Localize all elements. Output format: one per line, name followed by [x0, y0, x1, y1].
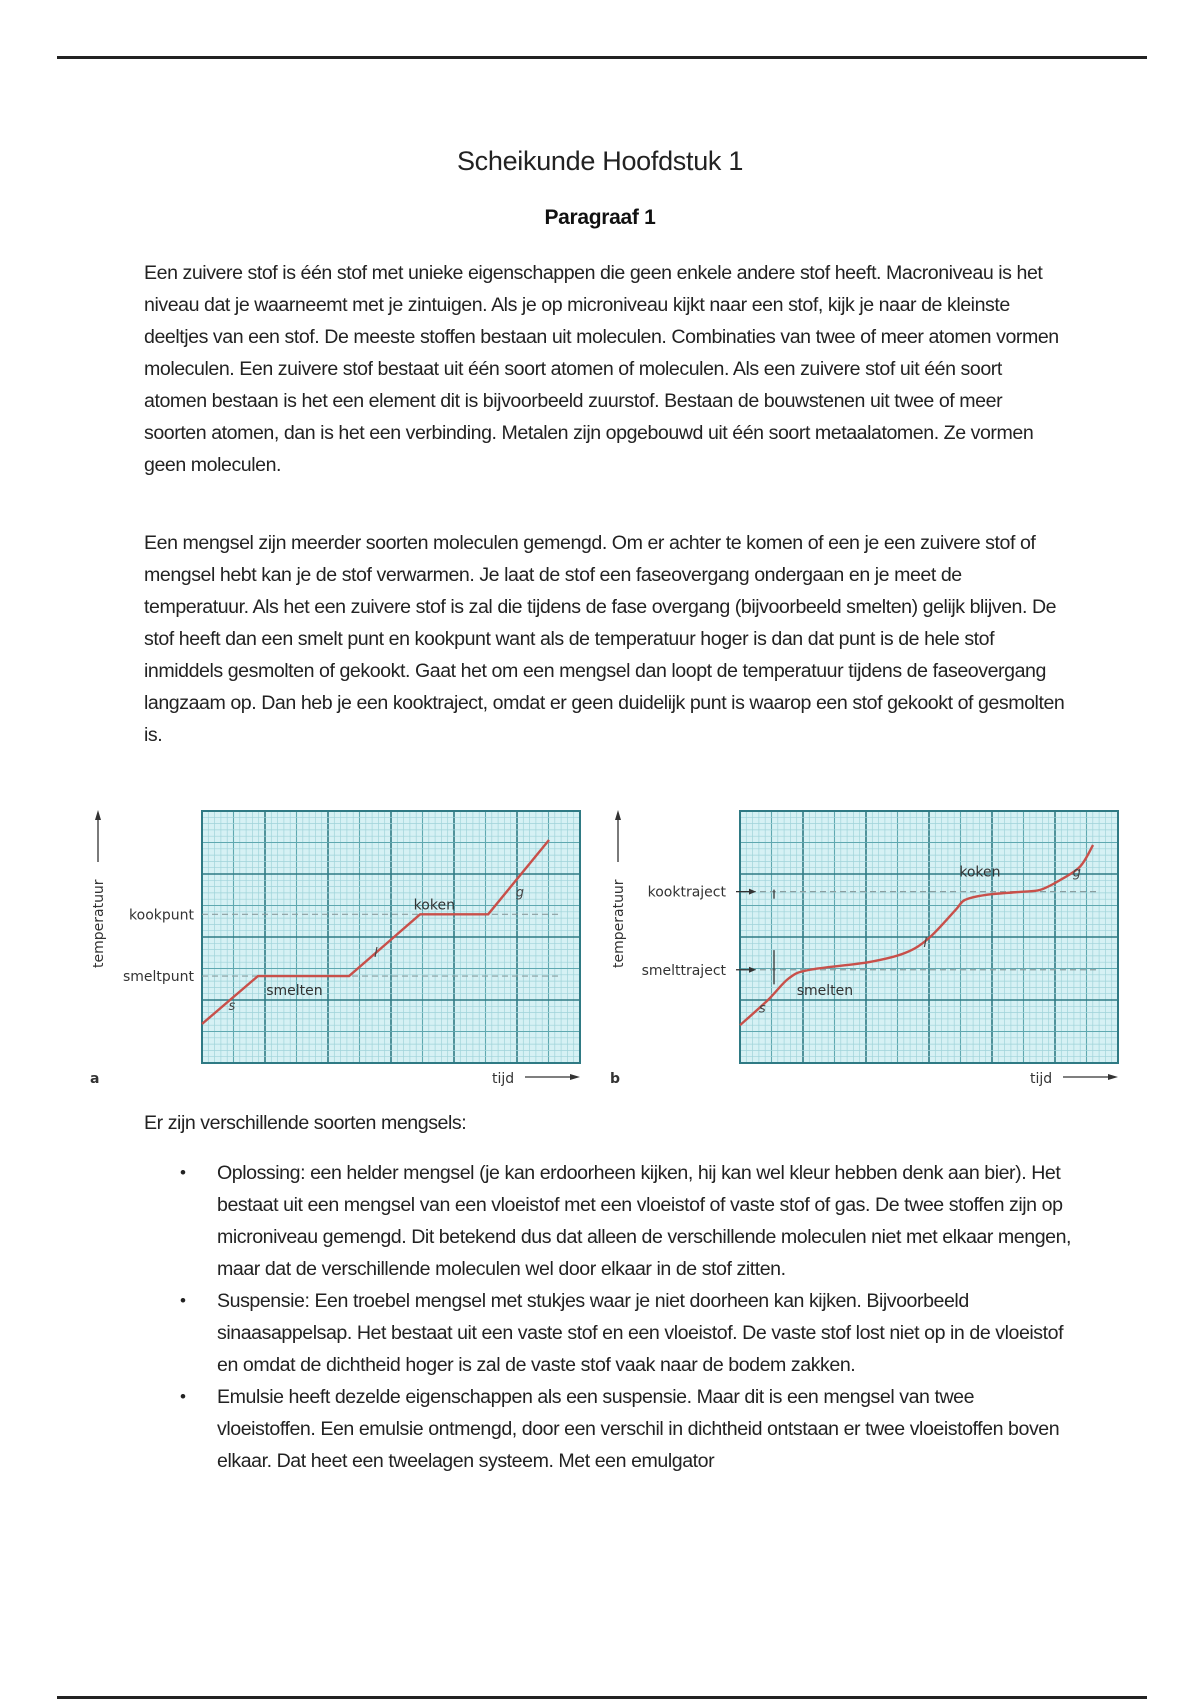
list-item-text: Suspensie: Een troebel mengsel met stukjes waar je niet doorheen kan kijken. Bijvoorbeeld sinaasappelsap. Het bestaat uit een vaste stof en een vloeistof. De vaste stof lost niet op in de vloeistof en omdat de dichtheid hoger is zal de vaste stof vaak naar de bodem zakken.	[217, 1290, 1064, 1376]
heating-curve-chart-a	[80, 800, 600, 1100]
y-marker-label: kooktraject	[647, 884, 726, 901]
y-marker-label: smeltpunt	[122, 969, 194, 986]
phase-transition-label: smelten	[266, 982, 323, 999]
chart-svg-b	[600, 800, 1120, 1100]
document-title: Scheikunde Hoofdstuk 1	[456, 146, 744, 176]
phase-transition-label: koken	[959, 864, 1001, 881]
phase-transition-label: koken	[413, 897, 455, 914]
list-item-emulsie	[144, 1381, 1074, 1477]
x-axis-label: tijd	[492, 1071, 515, 1087]
phase-label-s: s	[228, 999, 236, 1015]
phase-label-g: g	[1072, 865, 1081, 881]
grid	[202, 811, 580, 1063]
paragraph-zuivere-stof: Een zuivere stof is één stof met unieke eigenschappen die geen enkele andere stof heeft. Macroniveau is het niveau dat je waarneemt met je zintuigen. Als je op microniveau kijkt naar een stof, kijk je naar de kleinste deeltjes van een stof. De meeste stoffen bestaan uit moleculen. Combinaties van twee of meer atomen vormen moleculen. Een zuivere stof bestaat uit één soort atomen of moleculen. Als een zuivere stof uit één soort atomen bestaan is het een element dit is bijvoorbeeld zuurstof. Bestaan de bouwstenen uit twee of meer soorten atomen, dan is het een verbinding. Metalen zijn opgebouwd uit één soort metaalatomen. Ze vormen geen moleculen.	[144, 262, 1059, 476]
phase-label-s: s	[758, 1001, 766, 1017]
list-item-text: Oplossing: een helder mengsel (je kan erdoorheen kijken, hij kan wel kleur hebben denk aan bier). Het bestaat uit een mengsel van een vloeistof met een vloeistof of vaste stof of gas. De twee stoffen zijn op microniveau gemengd. Dit betekend dus dat alleen de verschillende moleculen niet met elkaar mengen, maar dat de verschillende moleculen wel door elkaar in de stof zitten.	[217, 1162, 1072, 1280]
header-rule	[57, 56, 1147, 59]
list-item-oplossing	[144, 1157, 1074, 1285]
section-heading: Paragraaf 1	[544, 206, 656, 229]
bullet-icon: •	[180, 1387, 186, 1406]
right-arrow-icon	[1108, 1074, 1118, 1080]
up-arrow-icon	[95, 810, 101, 820]
y-axis-label: temperatuur	[611, 879, 627, 968]
y-marker-label: kookpunt	[129, 907, 194, 924]
list-intro: Er zijn verschillende soorten mengsels:	[144, 1112, 467, 1134]
chart-svg-a	[80, 800, 600, 1100]
phase-label-l: l	[373, 946, 378, 962]
right-arrow-icon	[570, 1074, 580, 1080]
bullet-icon: •	[180, 1163, 186, 1182]
panel-letter: b	[610, 1071, 621, 1087]
phase-transition-label: smelten	[796, 982, 854, 999]
x-axis-label: tijd	[1030, 1071, 1053, 1087]
phase-label-g: g	[515, 885, 525, 901]
phase-label-l: l	[923, 936, 927, 952]
footer-rule	[57, 1696, 1147, 1699]
bullet-icon: •	[180, 1291, 186, 1310]
y-marker-label: smelttraject	[641, 962, 726, 979]
list-item-text: Emulsie heeft dezelde eigenschappen als een suspensie. Maar dit is een mengsel van twee vloeistoffen. Een emulsie ontmengd, door een verschil in dichtheid ontstaan er twee vloeistoffen boven elkaar. Dat heet een tweelagen systeem. Met een emulgator	[217, 1386, 1060, 1472]
list-item-suspensie	[144, 1285, 1074, 1381]
up-arrow-icon	[615, 810, 621, 820]
paragraph-mengsel: Een mengsel zijn meerder soorten moleculen gemengd. Om er achter te komen of een je een zuivere stof of mengsel hebt kan je de stof verwarmen. Je laat de stof een faseovergang ondergaan en je meet de temperatuur. Als het een zuivere stof is zal die tijdens de fase overgang (bijvoorbeeld smelten) gelijk blijven. De stof heeft dan een smelt punt en kookpunt want als de temperatuur hoger is dan dat punt is de hele stof inmiddels gesmolten of gekookt. Gaat het om een mengsel dan loopt de temperatuur tijdens de faseovergang langzaam op. Dan heb je een kooktraject, omdat er geen duidelijk punt is waarop een stof gekookt of gesmolten is.	[144, 532, 1065, 746]
y-axis-label: temperatuur	[91, 879, 107, 968]
heating-curve-chart-b	[600, 800, 1120, 1100]
mixture-types-list	[144, 1157, 1074, 1477]
panel-letter: a	[90, 1071, 100, 1087]
